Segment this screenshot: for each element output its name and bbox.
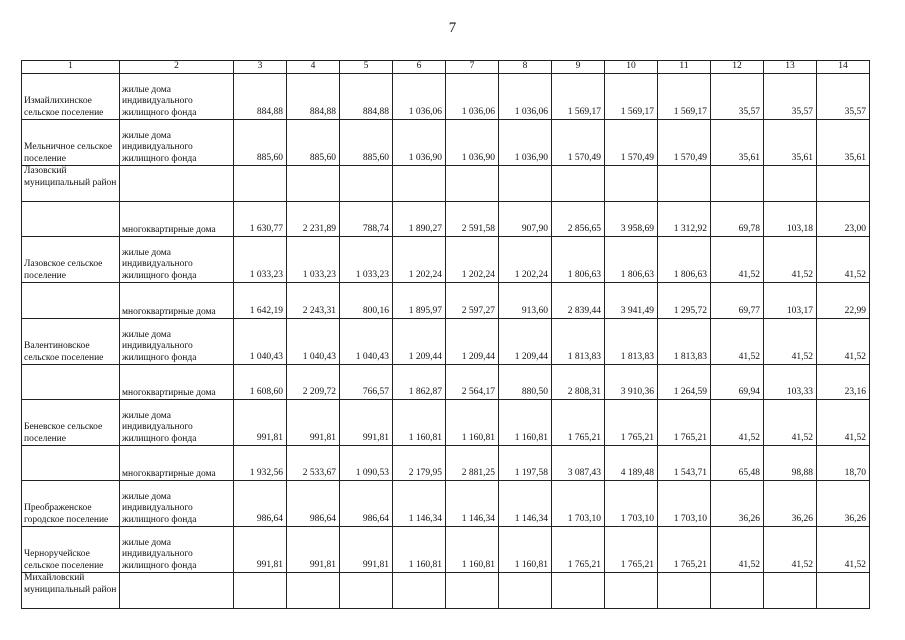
value-cell: 1 036,90: [393, 120, 446, 166]
value-cell: [287, 166, 340, 202]
value-cell: 41,52: [764, 319, 817, 365]
value-cell: 1 197,58: [499, 446, 552, 481]
value-cell: [234, 573, 287, 609]
value-cell: 35,57: [764, 74, 817, 120]
value-cell: 1 813,83: [605, 319, 658, 365]
value-cell: 1 895,97: [393, 283, 446, 319]
value-cell: 1 543,71: [658, 446, 711, 481]
value-cell: 1 040,43: [234, 319, 287, 365]
housing-type-cell: жилые дома индивидуального жилищного фонда: [120, 74, 234, 120]
table-row: [22, 527, 870, 573]
column-header: 1: [22, 61, 120, 74]
column-header: 9: [552, 61, 605, 74]
value-cell: 69,77: [711, 283, 764, 319]
value-cell: [605, 573, 658, 609]
value-cell: [605, 166, 658, 202]
value-cell: 991,81: [234, 400, 287, 446]
value-cell: 18,70: [817, 446, 870, 481]
value-cell: 913,60: [499, 283, 552, 319]
housing-type-cell: многоквартирные дома: [120, 202, 234, 237]
value-cell: 885,60: [340, 120, 393, 166]
value-cell: 885,60: [234, 120, 287, 166]
value-cell: 986,64: [287, 481, 340, 527]
column-header: 2: [120, 61, 234, 74]
value-cell: 98,88: [764, 446, 817, 481]
value-cell: 1 209,44: [393, 319, 446, 365]
value-cell: 1 570,49: [605, 120, 658, 166]
column-header: 12: [711, 61, 764, 74]
value-cell: 2 808,31: [552, 365, 605, 400]
value-cell: 1 765,21: [605, 527, 658, 573]
value-cell: 23,00: [817, 202, 870, 237]
value-cell: 986,64: [340, 481, 393, 527]
value-cell: 1 202,24: [393, 237, 446, 283]
value-cell: 41,52: [711, 237, 764, 283]
value-cell: 1 569,17: [658, 74, 711, 120]
table-row: [22, 400, 870, 446]
value-cell: 2 591,58: [446, 202, 499, 237]
settlement-cell: Валентиновское сельское поселение: [22, 319, 120, 365]
value-cell: 1 209,44: [499, 319, 552, 365]
column-header: 14: [817, 61, 870, 74]
value-cell: 1 765,21: [552, 400, 605, 446]
settlement-cell: [22, 202, 120, 237]
housing-type-cell: жилые дома индивидуального жилищного фонда: [120, 481, 234, 527]
value-cell: 1 570,49: [552, 120, 605, 166]
value-cell: [234, 166, 287, 202]
value-cell: 907,90: [499, 202, 552, 237]
table-row: [22, 166, 870, 202]
housing-type-cell: жилые дома индивидуального жилищного фонда: [120, 400, 234, 446]
value-cell: 1 703,10: [605, 481, 658, 527]
page-number: 7: [448, 20, 457, 36]
table-row: [22, 573, 870, 609]
value-cell: 1 765,21: [658, 527, 711, 573]
value-cell: 1 569,17: [605, 74, 658, 120]
value-cell: 41,52: [711, 319, 764, 365]
value-cell: 1 036,06: [499, 74, 552, 120]
table-row: [22, 481, 870, 527]
value-cell: [393, 166, 446, 202]
housing-type-cell: многоквартирные дома: [120, 365, 234, 400]
value-cell: 2 209,72: [287, 365, 340, 400]
value-cell: [340, 573, 393, 609]
value-cell: 1 813,83: [552, 319, 605, 365]
value-cell: 1 090,53: [340, 446, 393, 481]
value-cell: 1 570,49: [658, 120, 711, 166]
value-cell: 1 036,90: [446, 120, 499, 166]
value-cell: [711, 166, 764, 202]
value-cell: [446, 573, 499, 609]
value-cell: 23,16: [817, 365, 870, 400]
settlement-cell: [22, 283, 120, 319]
table-row: [22, 446, 870, 481]
column-header: 7: [446, 61, 499, 74]
column-header: 10: [605, 61, 658, 74]
value-cell: [658, 166, 711, 202]
value-cell: 41,52: [711, 527, 764, 573]
value-cell: 885,60: [287, 120, 340, 166]
value-cell: [711, 573, 764, 609]
value-cell: 41,52: [817, 237, 870, 283]
value-cell: [658, 573, 711, 609]
value-cell: 22,99: [817, 283, 870, 319]
value-cell: 1 813,83: [658, 319, 711, 365]
value-cell: 2 856,65: [552, 202, 605, 237]
settlement-cell: Михайловский муниципальный район: [22, 573, 120, 609]
table-row: [22, 120, 870, 166]
value-cell: 2 179,95: [393, 446, 446, 481]
value-cell: 3 910,36: [605, 365, 658, 400]
value-cell: 41,52: [817, 400, 870, 446]
value-cell: 35,61: [711, 120, 764, 166]
settlement-cell: [22, 365, 120, 400]
table-row: [22, 237, 870, 283]
value-cell: [340, 166, 393, 202]
settlement-cell: Лазовский муниципальный район: [22, 166, 120, 202]
value-cell: 69,94: [711, 365, 764, 400]
value-cell: 1 160,81: [446, 527, 499, 573]
value-cell: 2 533,67: [287, 446, 340, 481]
value-cell: 1 630,77: [234, 202, 287, 237]
value-cell: 41,52: [764, 527, 817, 573]
value-cell: 986,64: [234, 481, 287, 527]
value-cell: 1 703,10: [658, 481, 711, 527]
value-cell: 3 941,49: [605, 283, 658, 319]
housing-type-cell: многоквартирные дома: [120, 446, 234, 481]
value-cell: 1 146,34: [446, 481, 499, 527]
value-cell: 65,48: [711, 446, 764, 481]
value-cell: 991,81: [234, 527, 287, 573]
value-cell: 1 036,06: [446, 74, 499, 120]
housing-type-cell: жилые дома индивидуального жилищного фонда: [120, 527, 234, 573]
column-header: 4: [287, 61, 340, 74]
value-cell: 35,57: [817, 74, 870, 120]
column-header: 13: [764, 61, 817, 74]
value-cell: [817, 573, 870, 609]
value-cell: 1 806,63: [658, 237, 711, 283]
settlement-cell: Беневское сельское поселение: [22, 400, 120, 446]
value-cell: 1 569,17: [552, 74, 605, 120]
value-cell: [764, 166, 817, 202]
value-cell: 2 839,44: [552, 283, 605, 319]
tariff-table: [21, 60, 870, 609]
value-cell: 103,17: [764, 283, 817, 319]
value-cell: 41,52: [817, 319, 870, 365]
value-cell: [446, 166, 499, 202]
settlement-cell: Лазовское сельское поселение: [22, 237, 120, 283]
value-cell: [764, 573, 817, 609]
value-cell: [552, 573, 605, 609]
value-cell: 884,88: [287, 74, 340, 120]
value-cell: 1 146,34: [499, 481, 552, 527]
value-cell: 103,18: [764, 202, 817, 237]
value-cell: 103,33: [764, 365, 817, 400]
table-row: [22, 202, 870, 237]
value-cell: 1 765,21: [605, 400, 658, 446]
value-cell: 884,88: [340, 74, 393, 120]
table-row: [22, 365, 870, 400]
value-cell: 3 958,69: [605, 202, 658, 237]
table-row: [22, 74, 870, 120]
value-cell: 41,52: [711, 400, 764, 446]
value-cell: 1 703,10: [552, 481, 605, 527]
value-cell: 800,16: [340, 283, 393, 319]
value-cell: [499, 166, 552, 202]
value-cell: 766,57: [340, 365, 393, 400]
value-cell: 35,61: [817, 120, 870, 166]
settlement-cell: Мельничное сельское поселение: [22, 120, 120, 166]
value-cell: 1 806,63: [552, 237, 605, 283]
value-cell: 1 160,81: [499, 527, 552, 573]
value-cell: 35,61: [764, 120, 817, 166]
value-cell: 2 881,25: [446, 446, 499, 481]
table-row: [22, 283, 870, 319]
value-cell: 41,52: [764, 400, 817, 446]
value-cell: 1 932,56: [234, 446, 287, 481]
value-cell: 1 312,92: [658, 202, 711, 237]
value-cell: 69,78: [711, 202, 764, 237]
value-cell: 1 160,81: [393, 527, 446, 573]
value-cell: 1 765,21: [552, 527, 605, 573]
settlement-cell: Черноручейское сельское поселение: [22, 527, 120, 573]
value-cell: 1 862,87: [393, 365, 446, 400]
column-header: 6: [393, 61, 446, 74]
settlement-cell: [22, 446, 120, 481]
value-cell: 36,26: [817, 481, 870, 527]
value-cell: 788,74: [340, 202, 393, 237]
value-cell: 2 243,31: [287, 283, 340, 319]
value-cell: 1 202,24: [499, 237, 552, 283]
housing-type-cell: [120, 573, 234, 609]
value-cell: 36,26: [764, 481, 817, 527]
value-cell: 1 160,81: [499, 400, 552, 446]
value-cell: 880,50: [499, 365, 552, 400]
value-cell: 884,88: [234, 74, 287, 120]
column-header: 3: [234, 61, 287, 74]
settlement-cell: Измайлихинское сельское поселение: [22, 74, 120, 120]
settlement-cell: Преображенское городское поселение: [22, 481, 120, 527]
value-cell: 36,26: [711, 481, 764, 527]
value-cell: 1 033,23: [287, 237, 340, 283]
value-cell: [499, 573, 552, 609]
value-cell: 3 087,43: [552, 446, 605, 481]
value-cell: 2 597,27: [446, 283, 499, 319]
column-header: 5: [340, 61, 393, 74]
value-cell: 1 806,63: [605, 237, 658, 283]
housing-type-cell: [120, 166, 234, 202]
value-cell: 1 642,19: [234, 283, 287, 319]
value-cell: 991,81: [340, 527, 393, 573]
header-row: [22, 61, 870, 74]
housing-type-cell: жилые дома индивидуального жилищного фонда: [120, 237, 234, 283]
value-cell: 1 146,34: [393, 481, 446, 527]
value-cell: 991,81: [340, 400, 393, 446]
value-cell: 1 295,72: [658, 283, 711, 319]
value-cell: 2 564,17: [446, 365, 499, 400]
value-cell: 1 209,44: [446, 319, 499, 365]
value-cell: 1 036,90: [499, 120, 552, 166]
table-body: [22, 61, 870, 609]
housing-type-cell: жилые дома индивидуального жилищного фонда: [120, 120, 234, 166]
value-cell: [817, 166, 870, 202]
value-cell: 1 033,23: [340, 237, 393, 283]
value-cell: [552, 166, 605, 202]
value-cell: 1 890,27: [393, 202, 446, 237]
value-cell: [393, 573, 446, 609]
column-header: 11: [658, 61, 711, 74]
value-cell: 1 264,59: [658, 365, 711, 400]
value-cell: 1 040,43: [287, 319, 340, 365]
value-cell: 1 040,43: [340, 319, 393, 365]
value-cell: 2 231,89: [287, 202, 340, 237]
value-cell: 1 202,24: [446, 237, 499, 283]
housing-type-cell: многоквартирные дома: [120, 283, 234, 319]
housing-type-cell: жилые дома индивидуального жилищного фонда: [120, 319, 234, 365]
value-cell: 35,57: [711, 74, 764, 120]
value-cell: 41,52: [817, 527, 870, 573]
value-cell: 1 160,81: [393, 400, 446, 446]
column-header: 8: [499, 61, 552, 74]
value-cell: 1 608,60: [234, 365, 287, 400]
value-cell: 1 036,06: [393, 74, 446, 120]
value-cell: 991,81: [287, 400, 340, 446]
value-cell: 1 160,81: [446, 400, 499, 446]
value-cell: 991,81: [287, 527, 340, 573]
table-row: [22, 319, 870, 365]
value-cell: [287, 573, 340, 609]
value-cell: 41,52: [764, 237, 817, 283]
value-cell: 1 765,21: [658, 400, 711, 446]
value-cell: 4 189,48: [605, 446, 658, 481]
value-cell: 1 033,23: [234, 237, 287, 283]
